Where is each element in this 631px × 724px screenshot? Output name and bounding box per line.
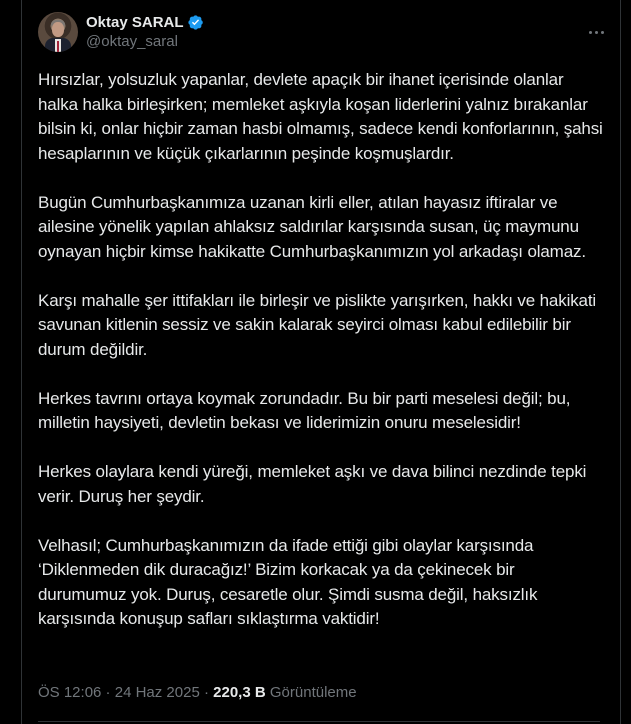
author-display-name[interactable]: Oktay SARAL	[86, 13, 184, 31]
tweet-date[interactable]: 24 Haz 2025	[114, 684, 200, 701]
more-options-button[interactable]	[586, 22, 606, 42]
more-horizontal-icon	[589, 31, 592, 34]
tweet-paragraph: Herkes olaylara kendi yüreği, memleket aşkı ve dava bilinci nezdinde tepki verir. Duruş her şeydir.	[38, 462, 587, 506]
meta-separator: ·	[199, 684, 214, 701]
avatar[interactable]	[38, 12, 78, 52]
tweet-paragraph: Karşı mahalle şer ittifakları ile birleşir ve pislikte yarışırken, hakkı ve hakikati savunan kitlenin sessiz ve sakin kalarak seyirci olması kabul edilebilir bir durum değildir.	[38, 290, 597, 359]
tweet-paragraph: Herkes tavrını ortaya koymak zorundadır. Bu bir parti meselesi değil; bu, milletin haysiyeti, devletin bekası ve liderimizin onuru meselesidir!	[38, 388, 571, 432]
timeline-border-right	[620, 0, 621, 724]
tweet-paragraph: Bugün Cumhurbaşkanımıza uzanan kirli eller, atılan hayasız iftiralar ve ailesine yönelik yapılan ahlaksız saldırılar karşısında susan, üç maymunu oynayan hiçbir kimse hakikatte Cumhurbaşkanımızın yol arkadaşı olamaz.	[38, 192, 586, 261]
verified-badge-icon[interactable]	[187, 14, 204, 31]
tweet-meta	[38, 684, 357, 701]
author-name-row[interactable]	[86, 12, 204, 32]
views-count[interactable]: 220,3 B	[213, 684, 266, 701]
views-label[interactable]: Görüntüleme	[269, 684, 357, 701]
divider	[38, 721, 600, 722]
tweet-paragraph: Velhasıl; Cumhurbaşkanımızın da ifade ettiği gibi olaylar karşısında ‘Diklenmeden dik duracağız!’ Bizim korkacak ya da çekinecek bir durumumuz yok. Duruş, cesaretle olur. Şimdi susma değil, haksızlık karşısında konuşup safları sıklaştırma vaktidir!	[38, 535, 538, 628]
author-handle[interactable]: @oktay_saral	[86, 33, 178, 50]
tweet-header	[38, 12, 610, 52]
tweet-paragraph: Hırsızlar, yolsuzluk yapanlar, devlete apaçık bir ihanet içerisinde olanlar halka halka birleşirken; memleket aşkıyla koşan liderlerini yalnız bırakanlar bilsin ki, onlar hiçbir zaman hasbi olmamış, sadece kendi konforlarının, şahsi hesaplarının ve küçük çıkarlarının peşinde koşmuşlardır.	[38, 70, 603, 163]
tweet-text	[38, 68, 603, 656]
timeline-border-left	[21, 0, 22, 724]
tweet-time[interactable]: ÖS 12:06	[38, 684, 102, 701]
meta-separator: ·	[101, 684, 115, 701]
